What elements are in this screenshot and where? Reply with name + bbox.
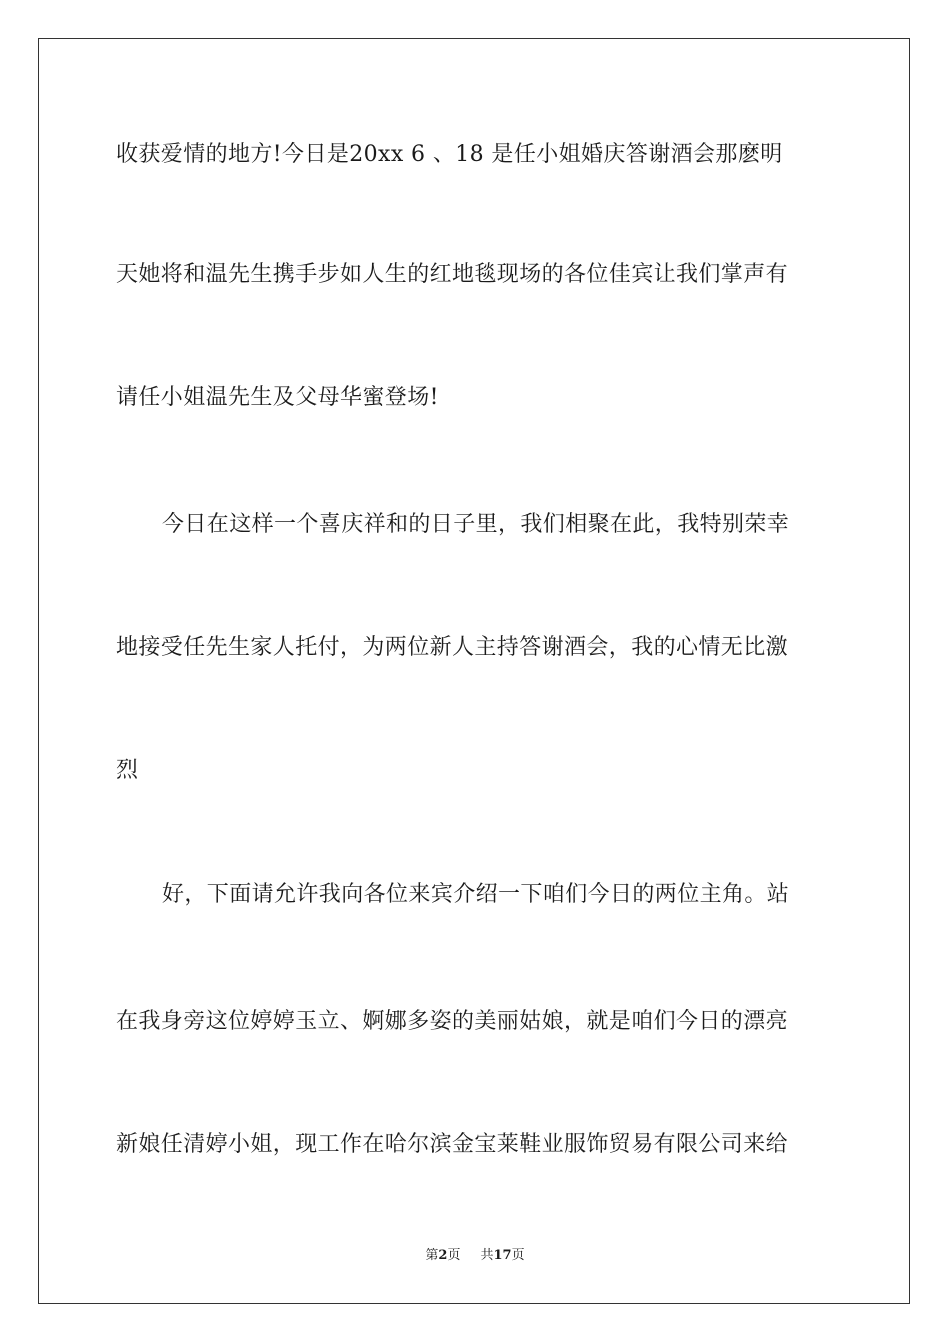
page-footer bbox=[0, 1247, 950, 1265]
paragraph-2-line-1: 今日在这样一个喜庆祥和的日子里，我们相聚在此，我特别荣幸 bbox=[162, 512, 790, 537]
text-line-3: 请任小姐温先生及父母华蜜登场! bbox=[116, 385, 439, 410]
total-pages: 17 bbox=[493, 1248, 512, 1263]
page-border bbox=[38, 38, 910, 1304]
text-line-5: 地接受任先生家人托付，为两位新人主持答谢酒会，我的心情无比激 bbox=[116, 635, 789, 660]
text-line-2: 天她将和温先生携手步如人生的红地毯现场的各位佳宾让我们掌声有 bbox=[116, 262, 789, 287]
total-suffix: 页 bbox=[511, 1248, 525, 1263]
text-line-6: 烈 bbox=[116, 758, 139, 783]
page-number: 2 bbox=[438, 1248, 448, 1263]
text-line-1: 收获爱情的地方!今日是20xx 6 、18 是任小姐婚庆答谢酒会那麽明 bbox=[116, 142, 783, 167]
total-prefix: 共 bbox=[480, 1248, 494, 1263]
page-prefix: 第 bbox=[425, 1248, 439, 1263]
text-line-9: 新娘任清婷小姐，现工作在哈尔滨金宝莱鞋业服饰贸易有限公司来给 bbox=[116, 1132, 789, 1157]
text-line-8: 在我身旁这位婷婷玉立、婀娜多姿的美丽姑娘，就是咱们今日的漂亮 bbox=[116, 1009, 789, 1034]
paragraph-3-line-1: 好，下面请允许我向各位来宾介绍一下咱们今日的两位主角。站 bbox=[162, 882, 790, 907]
page-suffix: 页 bbox=[447, 1248, 461, 1263]
